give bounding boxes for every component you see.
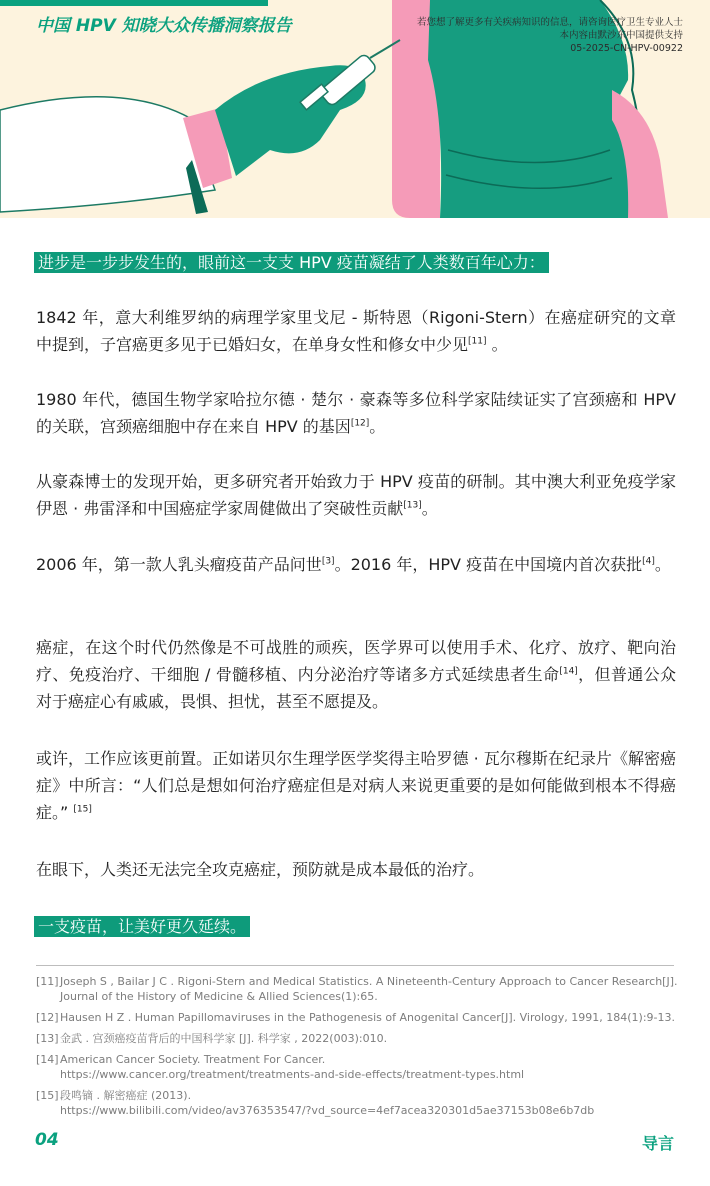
paragraph-text: 癌症，在这个时代仍然像是不可战胜的顽疾，医学界可以使用手术、化疗、放疗、靶向治疗、免疫治疗、干细胞 / 骨髓移植、内分泌治疗等诸多方式延续患者生命 [36, 638, 676, 684]
paragraph-1842 [36, 304, 676, 358]
paragraph-text: 1980 年代，德国生物学家哈拉尔德 · 楚尔 · 豪森等多位科学家陆续证实了宫颈癌和 HPV 的关联，宫颈癌细胞中存在来自 HPV 的基因 [36, 390, 676, 436]
doctor-sleeve [0, 97, 215, 212]
reference-text: Hausen H Z . Human Papillomaviruses in the Pathogenesis of Anogenital Cancer[J]. Virology, 1991, 184(1):9-13. [60, 1011, 676, 1024]
reference-link[interactable]: https://www.bilibili.com/video/av376353547/?vd_source=4ef7acea320301d5ae37153b08e6b7db [60, 1104, 595, 1117]
disclaimer [417, 16, 683, 55]
report-title: 中国 HPV 知晓大众传播洞察报告 [36, 16, 292, 36]
reference-number: [15] [36, 1089, 59, 1102]
reference-item [36, 974, 686, 1004]
paragraph-tail: 。 [486, 335, 508, 354]
citation: [4] [642, 556, 655, 567]
paragraph-text: 从豪森博士的发现开始，更多研究者开始致力于 HPV 疫苗的研制。其中澳大利亚免疫学家伊恩 · 弗雷泽和中国癌症学家周健做出了突破性贡献 [36, 472, 676, 518]
hero-illustration [0, 0, 710, 218]
citation: [15] [73, 804, 92, 815]
paragraph-text: 在眼下，人类还无法完全攻克癌症，预防就是成本最低的治疗。 [36, 860, 485, 879]
reference-text: 金武 . 宫颈癌疫苗背后的中国科学家 [J]. 科学家 , 2022(003):010. [60, 1032, 388, 1045]
citation: [3] [321, 556, 335, 567]
paragraph-mid: 。2016 年，HPV 疫苗在中国境内首次获批 [334, 555, 643, 574]
disclaimer-code: 05-2025-CN-HPV-00922 [570, 43, 683, 54]
closing-highlight: 一支疫苗，让美好更久延续。 [34, 916, 250, 937]
reference-item [36, 1052, 686, 1082]
paragraph-tail: ，但普通公众对于癌症心有戚戚，畏惧、担忧，甚至不愿提及。 [36, 665, 676, 711]
citation: [13] [403, 500, 422, 511]
reference-text: Joseph S , Bailar J C . Rigoni-Stern and Medical Statistics. A Nineteenth-Century Approach to Cancer Research[J]. Journal of the History of Medicine & Allied Sciences(1):65. [60, 975, 678, 1003]
paragraph-2006 [36, 551, 676, 578]
reference-number: [13] [36, 1032, 59, 1045]
reference-link[interactable]: https://www.cancer.org/treatment/treatments-and-side-effects/treatment-types.html [60, 1068, 525, 1081]
paragraph-text: 2006 年，第一款人乳头瘤疫苗产品问世 [36, 555, 322, 574]
paragraph-text: 1842 年，意大利维罗纳的病理学家里戈尼 - 斯特恩（Rigoni-Stern）在癌症研究的文章中提到，子宫癌更多见于已婚妇女，在单身女性和修女中少见 [36, 308, 676, 354]
disclaimer-line: 本内容由默沙东中国提供支持 [559, 30, 683, 41]
paragraph-tail: 。 [369, 417, 386, 436]
reference-item [36, 1088, 686, 1118]
section-name: 导言 [641, 1134, 674, 1153]
paragraph-conclusion [36, 856, 676, 883]
paragraph-text: 或许，工作应该更前置。正如诺贝尔生理学医学奖得主哈罗德 · 瓦尔穆斯在纪录片《解密癌症》中所言：“人们总是想如何治疗癌症但是对病人来说更重要的是如何能做到根本不得癌症。” [36, 749, 676, 822]
references-list [36, 974, 686, 1124]
intro-highlight: 进步是一步步发生的，眼前这一支支 HPV 疫苗凝结了人类数百年心力： [34, 252, 549, 273]
reference-text: 段鸣镝 . 解密癌症 (2013). [60, 1089, 192, 1102]
reference-number: [14] [36, 1053, 59, 1066]
reference-text: American Cancer Society. Treatment For Cancer. [60, 1053, 326, 1066]
reference-item [36, 1031, 686, 1046]
reference-number: [12] [36, 1011, 59, 1024]
page-number: 04 [35, 1130, 59, 1150]
reference-number: [11] [36, 975, 59, 988]
citation: [12] [350, 418, 370, 429]
paragraph-1980 [36, 386, 676, 440]
citation: [11] [468, 336, 487, 347]
citation: [14] [559, 666, 578, 677]
references-divider [36, 965, 674, 966]
brand-top-bar [0, 0, 268, 6]
paragraph-tail: 。 [421, 499, 438, 518]
reference-item [36, 1010, 686, 1025]
disclaimer-line: 若您想了解更多有关疾病知识的信息，请咨询医疗卫生专业人士 [416, 17, 683, 28]
paragraph-prevention [36, 745, 676, 826]
paragraph-tail: 。 [654, 555, 671, 574]
paragraph-research [36, 468, 676, 522]
paragraph-cancer [36, 634, 676, 715]
